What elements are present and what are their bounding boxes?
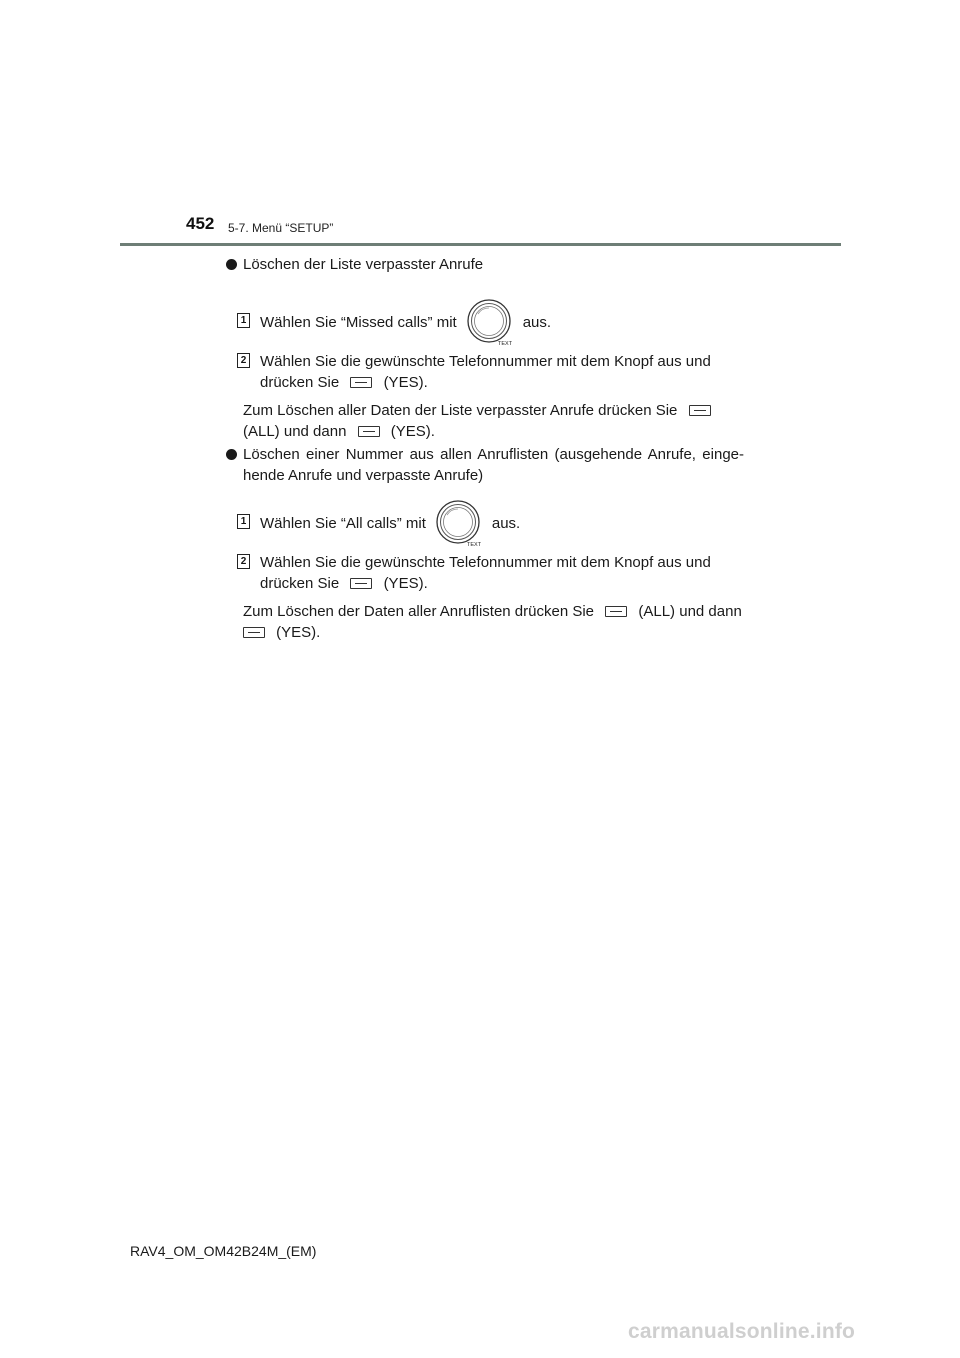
bullet-missed-calls bbox=[224, 254, 744, 275]
missed-step2-line2-after: (YES). bbox=[383, 374, 428, 391]
missed-note bbox=[224, 400, 744, 442]
page-number: 452 bbox=[186, 214, 215, 233]
header-rule bbox=[120, 243, 841, 246]
tune-select-knob-icon bbox=[465, 297, 515, 347]
content bbox=[224, 254, 744, 643]
missed-note-part3: (YES). bbox=[390, 423, 435, 440]
missed-note-part1: Zum Löschen aller Daten der Liste verpasster Anrufe drücken Sie bbox=[243, 402, 678, 419]
all-step1-before: Wählen Sie “All calls” mit bbox=[260, 514, 426, 532]
bullet-all-calls bbox=[224, 444, 744, 486]
step-number: 1 bbox=[237, 313, 250, 328]
all-note-part1: Zum Löschen der Daten aller Anruflisten drücken Sie bbox=[243, 603, 595, 620]
missed-step1-before: Wählen Sie “Missed calls” mit bbox=[260, 313, 457, 331]
all-note-part3: (YES). bbox=[276, 624, 321, 641]
all-note-part2: (ALL) und dann bbox=[638, 603, 742, 620]
missed-note-part2: (ALL) und dann bbox=[243, 423, 347, 440]
all-step1-after: aus. bbox=[491, 514, 521, 532]
bullet-icon bbox=[226, 449, 237, 460]
step-number: 1 bbox=[237, 514, 250, 529]
watermark: carmanualsonline.info bbox=[628, 1320, 856, 1343]
all-button-icon bbox=[689, 405, 711, 416]
knob-label: TEXT bbox=[466, 542, 481, 548]
all-step2-line2-before: drücken Sie bbox=[260, 575, 340, 592]
step-number: 2 bbox=[237, 554, 250, 569]
tune-select-knob-icon bbox=[434, 498, 484, 548]
all-step2-line2-after: (YES). bbox=[383, 575, 428, 592]
all-note bbox=[224, 601, 744, 643]
footer-code: RAV4_OM_OM42B24M_(EM) bbox=[130, 1243, 317, 1259]
all-step2-line1: Wählen Sie die gewünschte Telefonnummer mit dem Knopf aus und bbox=[260, 554, 711, 571]
yes-button-icon bbox=[358, 426, 380, 437]
missed-calls-heading: Löschen der Liste verpasster Anrufe bbox=[243, 256, 484, 273]
missed-step1-after: aus. bbox=[522, 313, 552, 331]
knob-label: TEXT bbox=[497, 341, 512, 347]
missed-step2-line2-before: drücken Sie bbox=[260, 374, 340, 391]
step-number: 2 bbox=[237, 353, 250, 368]
missed-step-1 bbox=[224, 297, 744, 347]
all-step-1 bbox=[224, 498, 744, 548]
yes-button-icon bbox=[350, 377, 372, 388]
section-label: 5-7. Menü “SETUP” bbox=[228, 221, 334, 235]
missed-step2-line1: Wählen Sie die gewünschte Telefonnummer mit dem Knopf aus und bbox=[260, 353, 711, 370]
all-calls-heading: Löschen einer Nummer aus allen Anruflisten (ausgehende Anrufe, einge-hende Anrufe und verpasste Anrufe) bbox=[243, 446, 744, 484]
bullet-icon bbox=[226, 259, 237, 270]
all-step-2 bbox=[224, 552, 744, 594]
yes-button-icon bbox=[243, 627, 265, 638]
all-button-icon bbox=[605, 606, 627, 617]
yes-button-icon bbox=[350, 578, 372, 589]
missed-step-2 bbox=[224, 351, 744, 393]
